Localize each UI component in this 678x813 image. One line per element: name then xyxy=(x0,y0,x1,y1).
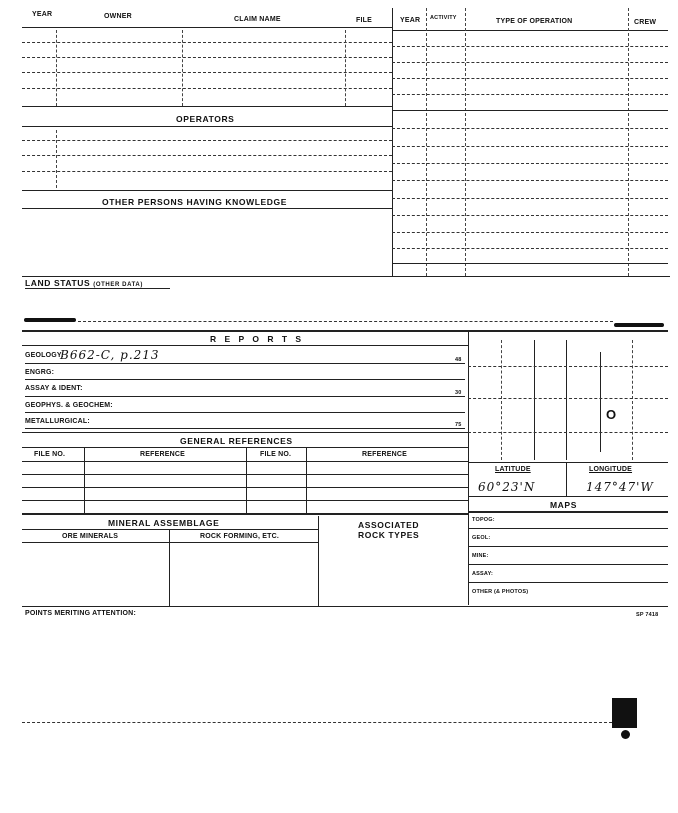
geology-value: B662-C, p.213 xyxy=(60,348,160,362)
gen-ref-header-file-no-2: FILE NO. xyxy=(260,451,292,458)
gen-ref-col-divider xyxy=(84,447,85,513)
geophys-line xyxy=(25,412,465,413)
location-grid-line xyxy=(468,398,668,399)
latlong-top-rule xyxy=(468,462,668,463)
gen-ref-header-file-no: FILE NO. xyxy=(34,451,66,458)
activity-row-line xyxy=(392,180,668,181)
header-owner: OWNER xyxy=(104,13,132,20)
gen-ref-top-rule xyxy=(22,432,468,433)
geology-line xyxy=(25,363,465,364)
mineral-header-rule xyxy=(22,542,318,543)
operators-rule xyxy=(22,126,392,127)
latlong-bottom-rule xyxy=(468,496,668,497)
crew-col-divider xyxy=(628,8,629,276)
reports-title: R E P O R T S xyxy=(210,334,305,344)
maps-assay-label: ASSAY: xyxy=(472,571,494,577)
land-status-label: LAND STATUS (OTHER DATA) xyxy=(25,278,143,288)
gen-ref-col-divider xyxy=(246,447,247,513)
ore-minerals-header: ORE MINERALS xyxy=(62,533,119,540)
activity-row-line xyxy=(392,46,668,47)
header-crew: CREW xyxy=(634,19,657,26)
location-grid-line xyxy=(501,340,502,460)
form-number: SP 7418 xyxy=(636,612,659,618)
maps-row-line xyxy=(468,582,668,583)
fold-line xyxy=(22,722,612,723)
activity-row-line xyxy=(392,263,668,264)
owner-col-divider xyxy=(182,30,183,106)
maps-row-line xyxy=(468,564,668,565)
operator-row-line xyxy=(22,190,392,191)
operator-row-line xyxy=(22,171,392,172)
gen-ref-row-line xyxy=(22,487,468,488)
geology-label: GEOLOGY: xyxy=(25,352,64,359)
header-rule-left xyxy=(22,27,392,28)
latitude-label: LATITUDE xyxy=(495,466,531,473)
location-grid-line xyxy=(600,352,601,452)
maps-mine-label: MINE: xyxy=(472,553,489,559)
latlong-divider xyxy=(566,462,567,496)
location-grid-line xyxy=(534,340,535,460)
associated-rock-types-line1: ASSOCIATED xyxy=(358,520,420,530)
land-status-underline xyxy=(25,288,170,289)
maps-topog-label: TOPOG: xyxy=(472,517,495,523)
owner-row-line xyxy=(22,72,392,73)
latitude-value: 60°23'N xyxy=(478,480,536,494)
scan-artifact xyxy=(621,730,630,739)
maps-row-line xyxy=(468,528,668,529)
activity-row-line xyxy=(392,78,668,79)
operators-label: OPERATORS xyxy=(176,114,235,124)
year2-col-divider xyxy=(426,8,427,276)
header-year: YEAR xyxy=(32,11,53,18)
owner-row-line xyxy=(22,88,392,89)
activity-row-line xyxy=(392,128,668,129)
margin-mark: 30 xyxy=(455,390,462,396)
header-rule-right xyxy=(392,30,668,31)
header-type-of-operation: TYPE OF OPERATION xyxy=(496,18,573,25)
activity-row-line xyxy=(392,215,668,216)
activity-row-line xyxy=(392,62,668,63)
longitude-label: LONGITUDE xyxy=(589,466,633,473)
header-activity: ACTIVITY xyxy=(430,15,457,21)
margin-mark: 48 xyxy=(455,357,462,363)
reports-title-rule xyxy=(22,345,468,346)
maps-row-line xyxy=(468,546,668,547)
owner-row-line xyxy=(22,42,392,43)
assay-line xyxy=(25,396,465,397)
points-top-rule xyxy=(22,606,668,607)
scan-artifact xyxy=(612,698,637,728)
operator-row-line xyxy=(22,140,392,141)
assay-label: ASSAY & IDENT: xyxy=(25,385,83,392)
header-file: FILE xyxy=(356,17,372,24)
scan-smudge xyxy=(614,323,664,327)
activity-row-line xyxy=(392,248,668,249)
activity-row-line xyxy=(392,94,668,95)
separator-dashes xyxy=(78,321,613,322)
owner-row-line xyxy=(22,57,392,58)
owner-row-line xyxy=(22,106,392,107)
mineral-assemblage-title: MINERAL ASSEMBLAGE xyxy=(108,518,220,528)
operators-col-divider xyxy=(56,130,57,188)
activity-row-line xyxy=(392,110,668,111)
operator-row-line xyxy=(22,155,392,156)
location-grid-line xyxy=(566,340,567,460)
engrg-line xyxy=(25,379,465,380)
claim-col-divider xyxy=(345,30,346,106)
top-center-divider xyxy=(392,8,393,276)
other-persons-label: OTHER PERSONS HAVING KNOWLEDGE xyxy=(102,197,288,207)
margin-mark: 75 xyxy=(455,422,462,428)
maps-title: MAPS xyxy=(550,500,577,510)
maps-title-rule xyxy=(468,511,668,513)
header-year-2: YEAR xyxy=(400,17,421,24)
gen-ref-header-rule xyxy=(22,461,468,462)
gen-ref-bottom-rule xyxy=(22,513,468,515)
engrg-label: ENGRG: xyxy=(25,369,55,376)
other-persons-rule xyxy=(22,208,392,209)
land-status-rule xyxy=(22,276,670,277)
scan-smudge xyxy=(24,318,76,322)
location-grid-line xyxy=(468,366,668,367)
gen-ref-title-rule xyxy=(22,447,468,448)
activity-row-line xyxy=(392,163,668,164)
location-grid-line xyxy=(632,340,633,460)
gen-ref-header-reference-2: REFERENCE xyxy=(362,451,407,458)
rock-types-col-divider xyxy=(318,516,319,606)
gen-ref-row-line xyxy=(22,500,468,501)
header-claim-name: CLAIM NAME xyxy=(234,16,281,23)
activity-col-divider xyxy=(465,8,466,276)
geophys-label: GEOPHYS. & GEOCHEM: xyxy=(25,402,113,409)
maps-geol-label: GEOL: xyxy=(472,535,491,541)
year-col-divider xyxy=(56,30,57,106)
location-grid-line xyxy=(468,432,668,433)
associated-rock-types-line2: ROCK TYPES xyxy=(358,530,420,540)
gen-ref-row-line xyxy=(22,474,468,475)
gen-ref-header-reference: REFERENCE xyxy=(140,451,185,458)
rock-forming-header: ROCK FORMING, ETC. xyxy=(200,533,280,540)
longitude-value: 147°47'W xyxy=(586,480,654,494)
activity-row-line xyxy=(392,198,668,199)
mineral-col-divider xyxy=(169,529,170,606)
location-marker: O xyxy=(606,407,617,422)
activity-row-line xyxy=(392,232,668,233)
points-meriting-attention-label: POINTS MERITING ATTENTION: xyxy=(25,610,136,617)
metallurgical-label: METALLURGICAL: xyxy=(25,418,90,425)
general-references-title: GENERAL REFERENCES xyxy=(180,436,293,446)
mineral-title-rule xyxy=(22,529,318,530)
activity-row-line xyxy=(392,146,668,147)
reports-top-rule xyxy=(22,330,668,332)
metallurgical-line xyxy=(25,428,465,429)
gen-ref-col-divider xyxy=(306,447,307,513)
maps-other-label: OTHER (& PHOTOS) xyxy=(472,589,529,595)
